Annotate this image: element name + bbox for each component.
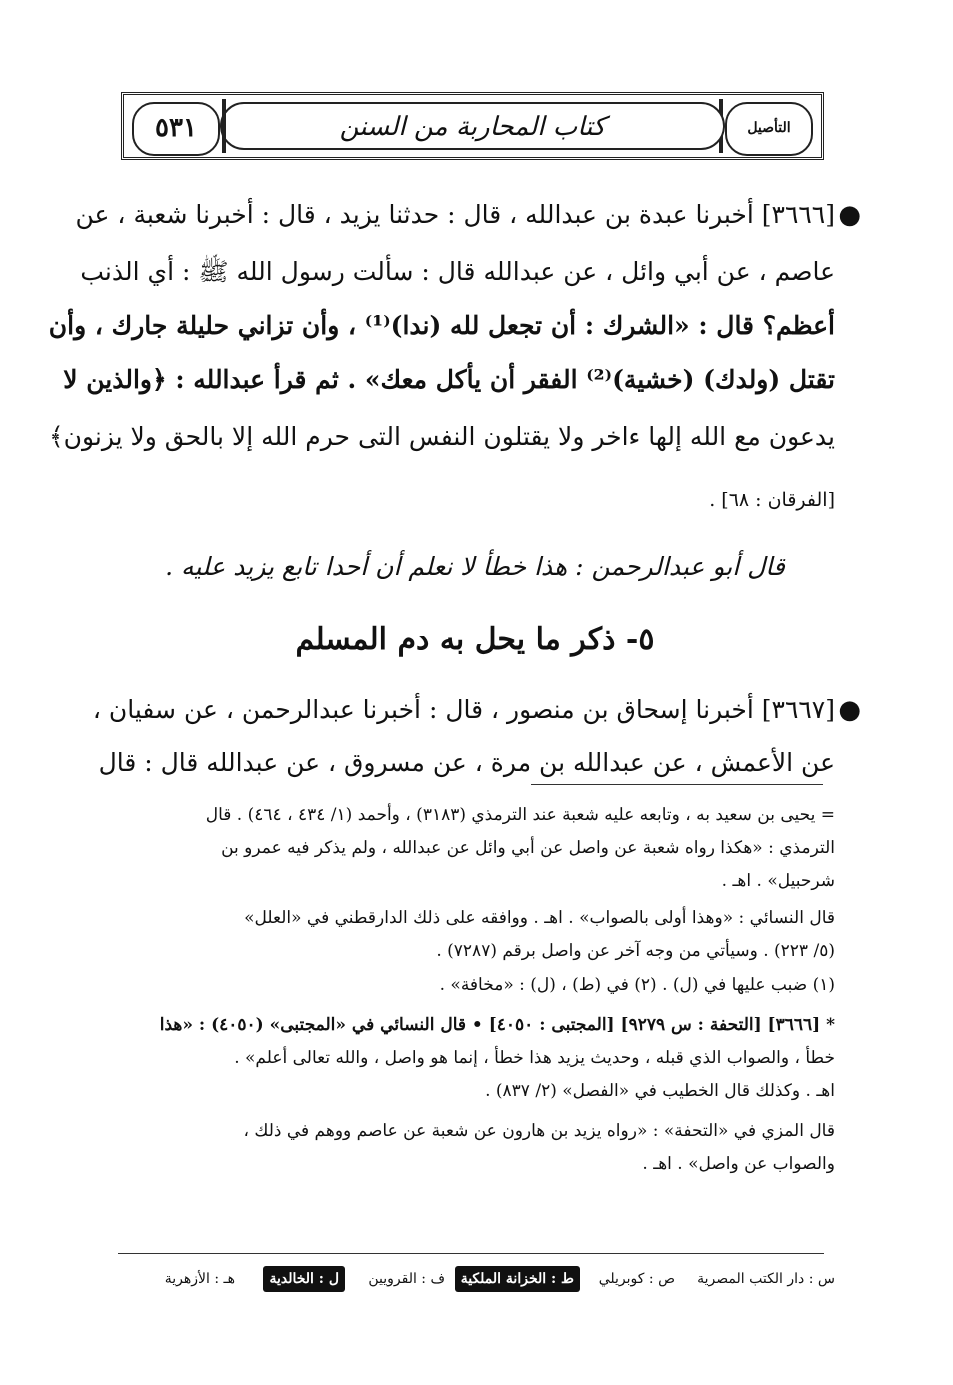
legend-l: ل : الخالدية [263, 1266, 345, 1292]
ornament-divider [222, 99, 226, 153]
legend-h: هـ : الأزهرية [164, 1271, 235, 1287]
legend-t: ط : الخزانة الملكية [455, 1266, 580, 1292]
legend-s: س : دار الكتب المصرية [697, 1271, 835, 1287]
hadith-3667-line-1: ● [٣٦٦٧] أخبرنا إسحاق بن منصور ، قال : أخبرنا عبدالرحمن ، عن سفيان ، [95, 690, 835, 730]
takhrij-line: خطأ ، والصواب الذي قبله ، وحديث يزيد هذا خطأ ، إنما هو واصل ، والله تعالى أعلم» . [234, 1048, 835, 1068]
hadith-3666-line-5: يدعون مع الله إلها ءاخر ولا يقتلون النفس التى حرم الله إلا بالحق ولا يزنون﴾ [48, 422, 835, 451]
quran-reference: [الفرقان : ٦٨] . [709, 489, 835, 511]
page-number: ٥٣١ [132, 102, 220, 156]
takhrij-line: * [٣٦٦٦] [التحفة : س ٩٢٧٩] [المجتبى : ٤٠٥٠] • قال النسائي في «المجتبى» (٤٠٥٠) : «هذا [159, 1015, 835, 1035]
legend-separator [118, 1253, 824, 1254]
hadith-3667-line-2: عن الأعمش ، عن عبدالله بن مرة ، عن مسروق ، عن عبدالله قال : قال [98, 748, 835, 777]
takhrij-line: اهـ . وكذلك قال الخطيب في «الفصل» (٢/ ٨٣٧) . [485, 1081, 835, 1101]
bullet-icon: ● [838, 200, 861, 230]
footnote-line: (١) ضبب عليها في (ل) . (٢) في (ط) ، (ل) : «مخافة» . [439, 975, 835, 995]
book-title: كتاب المحاربة من السنن [339, 112, 606, 142]
takhrij-line: والصواب عن واصل» . اهـ . [642, 1154, 835, 1174]
footnote-line: الترمذي : «هكذا رواه شعبة عن واصل عن أبي وائل عن عبدالله ، ولم يذكر فيه عمرو بن [221, 838, 835, 858]
footnote-line: قال النسائي : «وهذا أولى بالصواب» . اهـ . ووافقه على ذلك الدارقطني في «العلل» [244, 908, 835, 928]
hadith-3666-line-3: أعظم؟ قال : «الشرك : أن تجعل لله (ندا)⁽¹⁾ ، وأن تزاني حليلة جارك ، وأن [48, 311, 835, 340]
page-header [121, 92, 824, 160]
takhrij-line: قال المزي في «التحفة» : «رواه يزيد بن هارون عن شعبة عن عاصم ووهم في ذلك ، [243, 1121, 835, 1141]
legend-s2: ص : كوبريلي [598, 1271, 675, 1287]
hadith-3666-line-1: ● [٣٦٦٦] أخبرنا عبدة بن عبدالله ، قال : حدثنا يزيد ، قال : أخبرنا شعبة ، عن [95, 195, 835, 235]
author-remark: قال أبو عبدالرحمن : هذا خطأ لا نعلم أن أحدا تابع يزيد عليه . [165, 552, 785, 581]
header-title-frame [220, 102, 725, 150]
bullet-icon: ● [838, 695, 861, 725]
footnote-line: (٥/ ٢٢٣) . وسيأتي من وجه آخر عن واصل برقم (٧٢٨٧) . [436, 941, 835, 961]
hadith-3666-line-4: تقتل (ولدك) (خشية)⁽²⁾ الفقر أن يأكل معك» . ثم قرأ عبدالله : ﴿والذين لا [63, 365, 835, 394]
manuscript-legend [129, 1266, 835, 1296]
legend-f: ف : القرويين [368, 1271, 445, 1287]
footnote-separator [531, 784, 823, 785]
footnote-line: شرحبيل» . اهـ . [721, 871, 835, 891]
footnote-line: = يحيى بن سعيد به ، وتابعه عليه شعبة عند الترمذي (٣١٨٣) ، وأحمد (١/ ٤٣٤ ، ٤٦٤) . قال [205, 805, 835, 825]
chapter-heading: ٥- ذكر ما يحل به دم المسلم [295, 622, 655, 657]
hadith-3666-line-2: عاصم ، عن أبي وائل ، عن عبدالله قال : سألت رسول الله ﷺ : أي الذنب [80, 257, 835, 286]
publisher-logo: التأصيل [725, 102, 813, 156]
